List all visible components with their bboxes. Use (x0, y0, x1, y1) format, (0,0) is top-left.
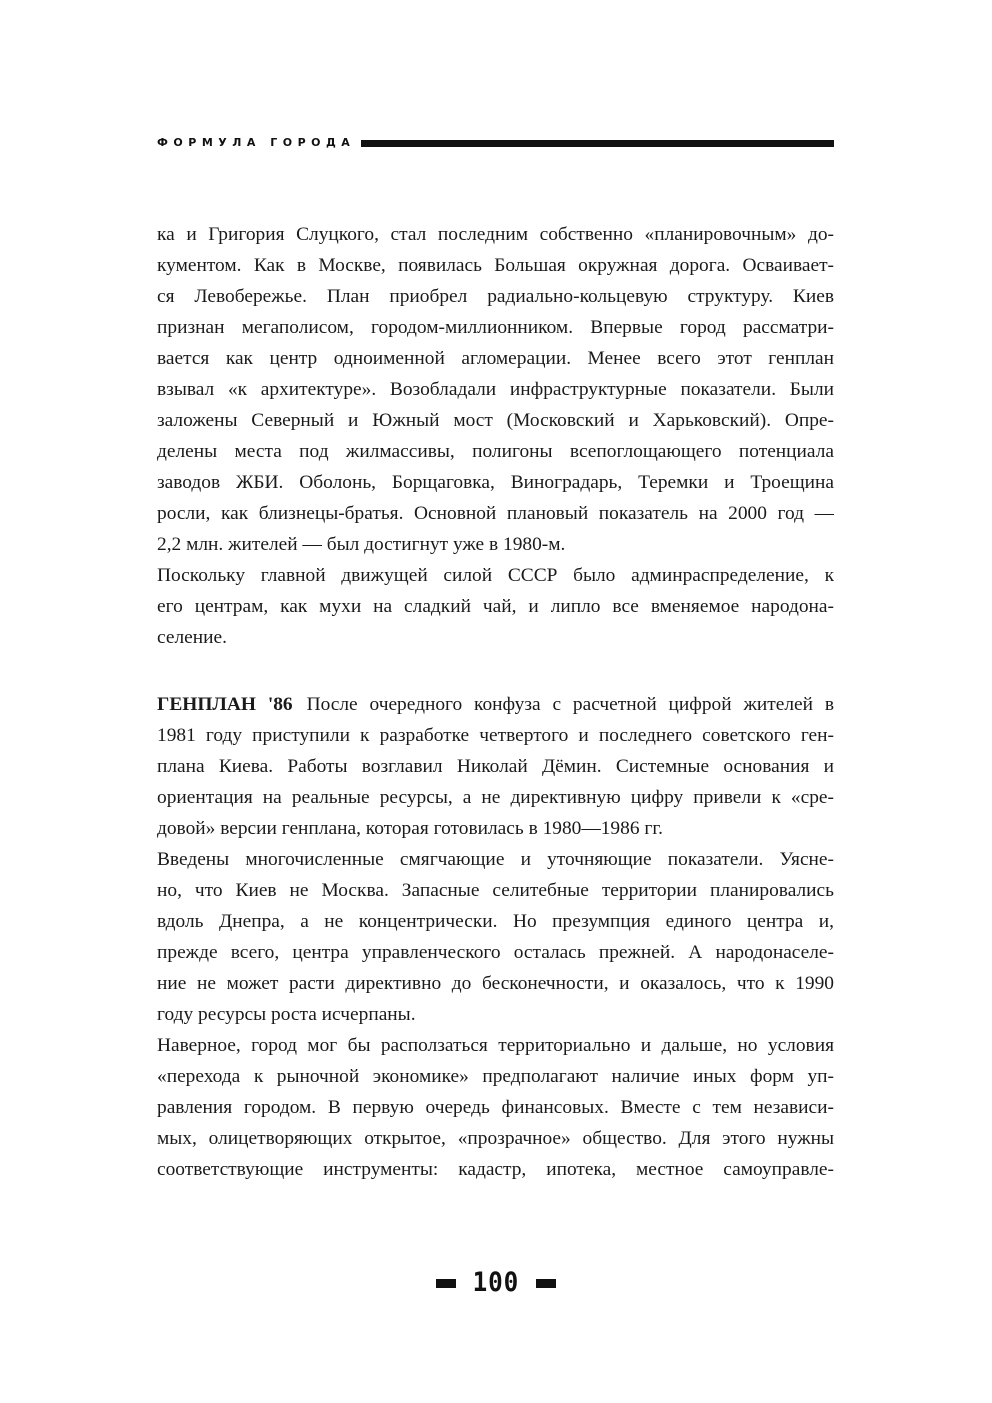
text-line: прежде всего, центра управленческого осталась прежней. А народонаселе- (157, 942, 834, 963)
text-line: селение. (157, 627, 227, 648)
text-line: плана Киева. Работы возглавил Николай Дёмин. Системные основания и (157, 756, 834, 777)
folio-bar-right (536, 1279, 556, 1288)
text-line: мых, олицетворяющих открытое, «прозрачное» общество. Для этого нужны (157, 1128, 834, 1149)
text-line: росли, как близнецы-братья. Основной плановый показатель на 2000 год — (157, 503, 834, 524)
section-heading-line (157, 689, 834, 720)
text-line: вдоль Днепра, а не концентрически. Но презумпция единого центра и, (157, 911, 834, 932)
text-run: После очередного конфуза с расчетной цифрой жителей в (306, 694, 834, 715)
text-line: ние не может расти директивно до бесконечности, и оказалось, что к 1990 (157, 973, 834, 994)
text-line: равления городом. В первую очередь финансовых. Вместе с тем независи- (157, 1097, 834, 1118)
text-line: признан мегаполисом, городом-миллионником. Впервые город рассматри- (157, 317, 834, 338)
text-line: взывал «к архитектуре». Возобладали инфраструктурные показатели. Были (157, 379, 834, 400)
body-text (157, 219, 834, 1185)
text-line: Введены многочисленные смягчающие и уточняющие показатели. Уясне- (157, 849, 834, 870)
folio-bar-left (436, 1279, 456, 1288)
text-line: 2,2 млн. жителей — был достигнут уже в 1980-м. (157, 534, 566, 555)
running-title: ФОРМУЛА ГОРОДА (157, 136, 356, 149)
text-line: кументом. Как в Москве, появилась Большая окружная дорога. Осваивает- (157, 255, 834, 276)
text-line: ся Левобережье. План приобрел радиально-кольцевую структуру. Киев (157, 286, 834, 307)
header-rule (361, 140, 834, 147)
text-line: 1981 году приступили к разработке четвертого и последнего советского ген- (157, 725, 834, 746)
running-header (157, 134, 834, 152)
text-line: «перехода к рыночной экономике» предполагают наличие иных форм уп- (157, 1066, 834, 1087)
text-line: заводов ЖБИ. Оболонь, Борщаговка, Виноградарь, Теремки и Троещина (157, 472, 834, 493)
text-line: ка и Григория Слуцкого, стал последним собственно «планировочным» до- (157, 224, 834, 245)
text-line: ориентация на реальные ресурсы, а не директивную цифру привели к «сре- (157, 787, 834, 808)
text-line: соответствующие инструменты: кадастр, ипотека, местное самоуправле- (157, 1159, 834, 1180)
text-line: году ресурсы роста исчерпаны. (157, 1004, 416, 1025)
text-line: Поскольку главной движущей силой СССР было админраспределение, к (157, 565, 834, 586)
text-line: заложены Северный и Южный мост (Московский и Харьковский). Опре- (157, 410, 834, 431)
section-gap (157, 653, 834, 689)
text-line: его центрам, как мухи на сладкий чай, и липло все вменяемое народона- (157, 596, 834, 617)
page-folio (0, 1268, 992, 1298)
text-line: вается как центр одноименной агломерации. Менее всего этот генплан (157, 348, 834, 369)
text-line: Наверное, город мог бы расползаться территориально и дальше, но условия (157, 1035, 834, 1056)
text-line: но, что Киев не Москва. Запасные селитебные территории планировались (157, 880, 834, 901)
page-number: 100 (472, 1267, 520, 1298)
text-line: довой» версии генплана, которая готовилась в 1980—1986 гг. (157, 818, 663, 839)
text-line: делены места под жилмассивы, полигоны всепоглощающего потенциала (157, 441, 834, 462)
section-heading: ГЕНПЛАН '86 (157, 694, 293, 715)
